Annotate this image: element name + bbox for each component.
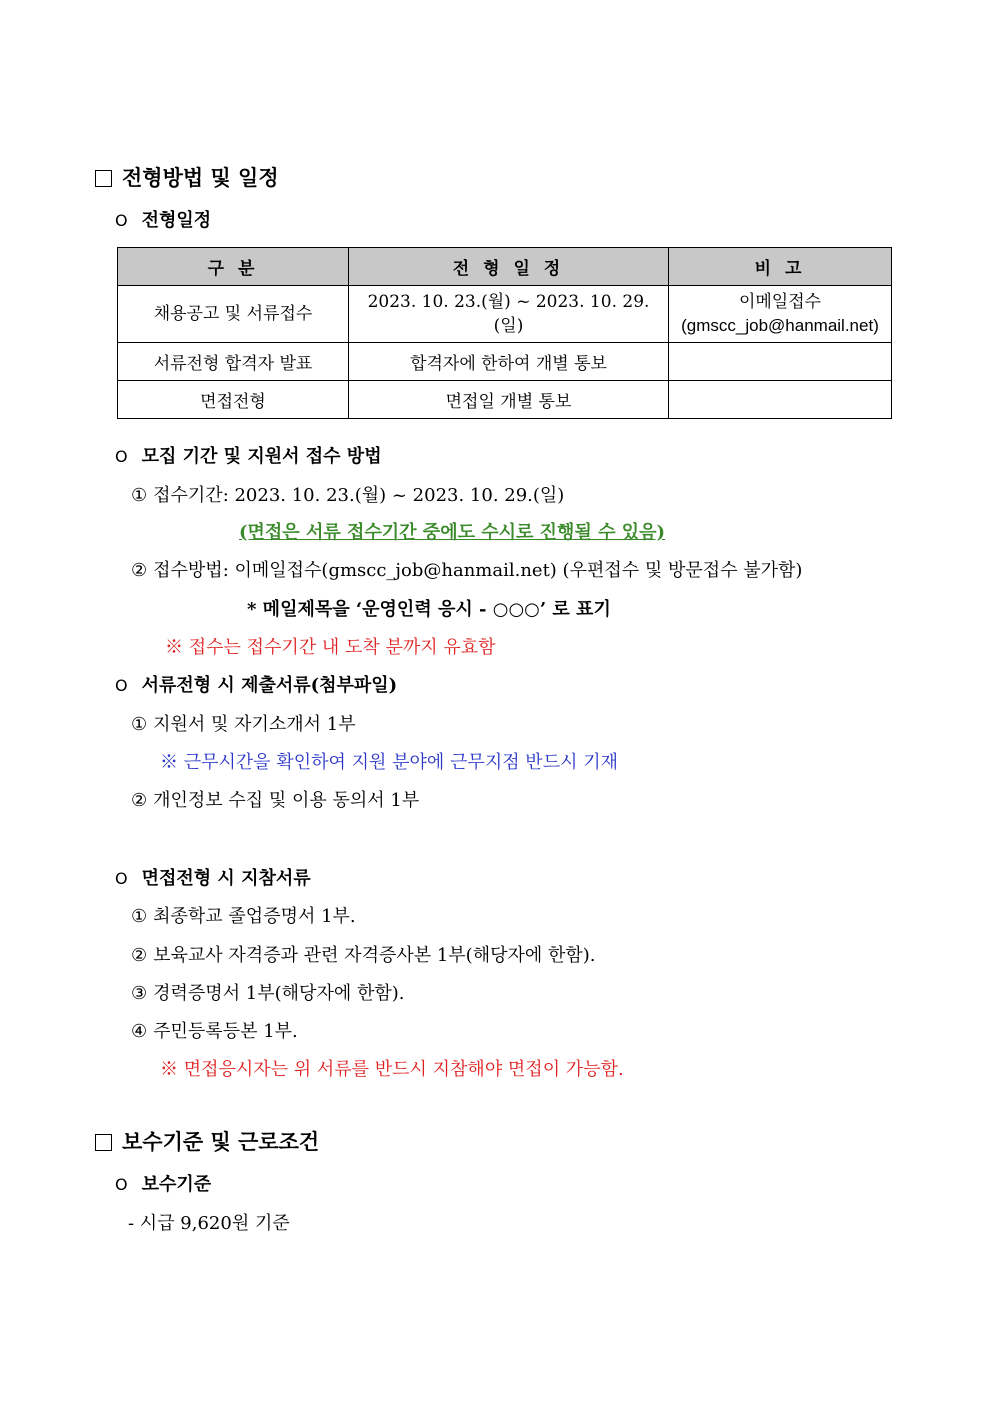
circle-bullet-icon: O [115, 211, 128, 230]
interview-item-4: ④ 주민등록등본 1부. [131, 1021, 298, 1042]
table-row [118, 343, 892, 381]
interview-item-1: ① 최종학교 졸업증명서 1부. [131, 906, 356, 927]
circle-bullet-icon: O [115, 676, 128, 695]
heading-recruit: O 모집 기간 및 지원서 접수 방법 [115, 446, 382, 467]
table-cell [669, 381, 892, 419]
table-cell: 면접일 개별 통보 [349, 381, 669, 419]
circle-bullet-icon: O [115, 869, 128, 888]
table-cell: 서류전형 합격자 발표 [118, 343, 349, 381]
table-header: 전 형 일 정 [349, 248, 669, 286]
heading-schedule: O 전형일정 [115, 210, 212, 231]
recruit-note-interview: (면접은 서류 접수기간 중에도 수시로 진행될 수 있음) [239, 522, 666, 543]
circle-bullet-icon: O [115, 1175, 128, 1194]
section-title-selection: 전형방법 및 일정 [95, 162, 279, 192]
documents-item-2: ② 개인정보 수집 및 이용 동의서 1부 [131, 790, 420, 811]
checkbox-square-icon [95, 1134, 112, 1151]
recruit-note-valid: ※ 접수는 접수기간 내 도착 분까지 유효함 [165, 637, 496, 658]
schedule-table [117, 247, 892, 419]
table-cell: 면접전형 [118, 381, 349, 419]
note-method: 이메일접수 [738, 292, 822, 312]
checkbox-square-icon [95, 170, 112, 187]
note-email: (gmscc_job@hanmail.net) [681, 316, 879, 335]
table-header-row [118, 248, 892, 286]
table-cell: 2023. 10. 23.(월) ~ 2023. 10. 29.(일) [349, 286, 669, 343]
heading-pay: O 보수기준 [115, 1174, 212, 1195]
interview-item-2: ② 보육교사 자격증과 관련 자격증사본 1부(해당자에 한함). [131, 945, 596, 966]
table-row [118, 381, 892, 419]
table-row [118, 286, 892, 343]
recruit-item-period: ① 접수기간: 2023. 10. 23.(월) ~ 2023. 10. 29.(일) [131, 485, 565, 506]
section-title-pay: 보수기준 및 근로조건 [95, 1126, 319, 1156]
documents-note: ※ 근무시간을 확인하여 지원 분야에 근무지점 반드시 기재 [160, 752, 618, 773]
interview-item-3: ③ 경력증명서 1부(해당자에 한함). [131, 983, 405, 1004]
recruit-note-subject: * 메일제목을 ‘운영인력 응시 - ○○○’ 로 표기 [247, 599, 611, 620]
table-cell: 채용공고 및 서류접수 [118, 286, 349, 343]
documents-item-1: ① 지원서 및 자기소개서 1부 [131, 714, 356, 735]
table-header: 비 고 [669, 248, 892, 286]
pay-item: - 시급 9,620원 기준 [128, 1213, 290, 1234]
recruit-item-method: ② 접수방법: 이메일접수(gmscc_job@hanmail.net) (우편접수 및 방문접수 불가함) [131, 560, 803, 581]
table-cell: 합격자에 한하여 개별 통보 [349, 343, 669, 381]
circle-bullet-icon: O [115, 447, 128, 466]
table-cell [669, 343, 892, 381]
interview-note: ※ 면접응시자는 위 서류를 반드시 지참해야 면접이 가능함. [160, 1059, 624, 1080]
heading-interview: O 면접전형 시 지참서류 [115, 868, 311, 889]
table-header: 구 분 [118, 248, 349, 286]
heading-documents: O 서류전형 시 제출서류(첨부파일) [115, 675, 398, 696]
table-cell [669, 286, 892, 343]
